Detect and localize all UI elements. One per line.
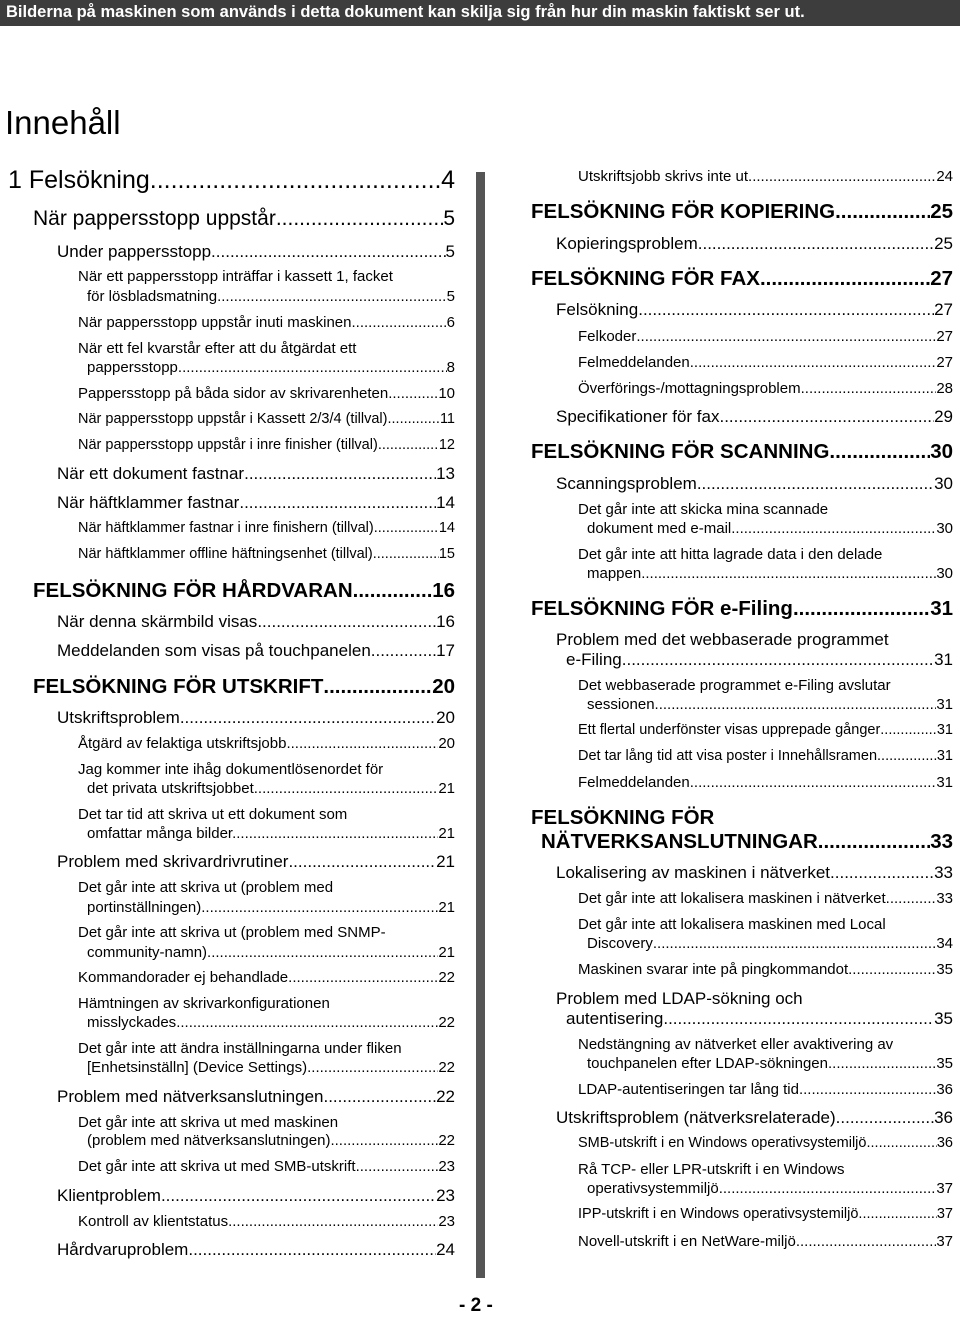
toc-entry[interactable]: (problem med nätverksanslutningen) ..... 22 — [87, 1132, 455, 1149]
toc-entry[interactable]: portinställningen) ..... 21 — [87, 899, 455, 916]
toc-entry[interactable]: mappen. ..... 30 — [587, 565, 953, 582]
toc-dot-leader — [201, 899, 438, 916]
toc-dot-leader — [217, 288, 447, 305]
toc-entry-line: Det går inte att skriva ut (problem med SNMP- — [78, 924, 386, 941]
toc-dot-leader — [655, 696, 937, 713]
toc-entry[interactable]: När ett dokument fastnar ..... 13 — [57, 464, 455, 484]
column-divider — [476, 172, 485, 1278]
toc-dot-leader — [818, 830, 930, 854]
toc-entry[interactable]: Meddelanden som visas på touchpanelen ..... 17 — [57, 641, 455, 661]
toc-dot-leader — [697, 474, 934, 494]
toc-entry[interactable]: När häftklammer fastnar i inre finishern (tillval) ..... 14 — [78, 520, 455, 536]
toc-dot-leader — [188, 1240, 436, 1260]
toc-dot-leader — [353, 579, 433, 603]
toc-entry[interactable]: FELSÖKNING FÖR SCANNING ..... 30 — [531, 440, 953, 464]
toc-entry[interactable]: Problem med skrivardrivrutiner ..... 21 — [57, 852, 455, 872]
toc-dot-leader — [663, 1009, 934, 1029]
toc-dot-leader — [307, 1059, 438, 1076]
toc-dot-leader — [835, 200, 930, 224]
toc-dot-leader — [793, 597, 930, 621]
toc-entry[interactable]: Det går inte att skriva ut med SMB-utskrift ..... 23 — [78, 1158, 455, 1175]
toc-entry[interactable]: det privata utskriftsjobbet ..... 21 — [87, 780, 455, 797]
toc-entry[interactable]: Hårdvaruproblem ..... 24 — [57, 1240, 455, 1260]
toc-entry[interactable]: Felsökning ..... 27 — [556, 300, 953, 320]
toc-entry-line: Problem med det webbaserade programmet — [556, 630, 889, 649]
toc-entry[interactable]: Kommandorader ej behandlade ..... 22 — [78, 969, 455, 986]
toc-dot-leader — [719, 407, 934, 427]
toc-entry[interactable]: Kopieringsproblem ..... 25 — [556, 234, 953, 254]
toc-dot-leader — [622, 650, 934, 670]
toc-dot-leader — [387, 411, 439, 427]
toc-entry[interactable]: När pappersstopp uppstår ..... 5 — [33, 207, 455, 231]
toc-dot-leader — [828, 1055, 936, 1072]
toc-entry[interactable]: Novell-utskrift i en NetWare-miljö ..... 37 — [578, 1233, 953, 1250]
toc-entry[interactable]: Åtgärd av felaktiga utskriftsjobb ..... 20 — [78, 735, 455, 752]
toc-dot-leader — [636, 328, 936, 345]
toc-dot-leader — [866, 1135, 936, 1151]
toc-entry[interactable]: Klientproblem ..... 23 — [57, 1186, 455, 1206]
toc-entry[interactable]: misslyckades ..... 22 — [87, 1014, 455, 1031]
toc-dot-leader — [276, 207, 444, 231]
toc-dot-leader — [760, 267, 930, 291]
toc-entry[interactable]: När häftklammer fastnar ..... 14 — [57, 493, 455, 513]
toc-dot-leader — [829, 440, 930, 464]
toc-entry[interactable]: När denna skärmbild visas ..... 16 — [57, 612, 455, 632]
toc-entry-line: Hämtningen av skrivarkonfigurationen — [78, 995, 330, 1012]
toc-entry-line: Nedstängning av nätverket eller avaktivering av — [578, 1036, 894, 1053]
toc-entry[interactable]: Felkoder ..... 27 — [578, 328, 953, 345]
toc-entry[interactable]: FELSÖKNING FÖR HÅRDVARAN ..... 16 — [33, 579, 455, 603]
toc-entry[interactable]: för lösbladsmatning ..... 5 — [87, 288, 455, 305]
toc-entry[interactable]: autentisering ..... 35 — [566, 1009, 953, 1029]
toc-entry[interactable]: Utskriftsproblem ..... 20 — [57, 708, 455, 728]
toc-dot-leader — [239, 493, 436, 513]
toc-entry-line: Problem med LDAP-sökning och — [556, 989, 803, 1008]
toc-dot-leader — [719, 1180, 937, 1197]
toc-entry[interactable]: IPP-utskrift i en Windows operativsystemiljö ..... 37 — [578, 1206, 953, 1222]
toc-entry[interactable]: operativsystemmiljö ..... 37 — [587, 1180, 953, 1197]
toc-dot-leader — [698, 234, 934, 254]
toc-entry[interactable]: FELSÖKNING FÖR e-Filing ..... 31 — [531, 597, 953, 621]
toc-entry[interactable]: Ett flertal underfönster visas upprepade gånger ..... 31 — [578, 722, 953, 738]
toc-dot-leader — [830, 863, 934, 883]
toc-entry[interactable]: Felmeddelanden ..... 27 — [578, 354, 953, 371]
toc-entry[interactable]: touchpanelen efter LDAP-sökningen ..... 35 — [587, 1055, 953, 1072]
toc-entry[interactable]: [Enhetsinställn] (Device Settings) ..... 22 — [87, 1059, 455, 1076]
toc-entry-line: När ett fel kvarstår efter att du åtgärdat ett — [78, 340, 357, 357]
toc-dot-leader — [180, 708, 436, 728]
toc-entry[interactable]: Utskriftsproblem (nätverksrelaterade) ..... 36 — [556, 1108, 953, 1128]
image-disclaimer-banner — [0, 0, 960, 26]
toc-dot-leader — [356, 1158, 439, 1175]
toc-entry[interactable]: Det tar lång tid att visa poster i Innehållsramen ..... 31 — [578, 748, 953, 764]
toc-dot-leader — [886, 890, 937, 907]
disclaimer-text: Bilderna på maskinen som används i detta dokument kan skilja sig från hur din maskin faktiskt ser ut. — [6, 3, 805, 21]
toc-entry-line: Det går inte att lokalisera maskinen med Local — [578, 916, 886, 933]
toc-entry-line: Det går inte att ändra inställningarna under fliken — [78, 1040, 402, 1057]
toc-entry-line: Det tar tid att skriva ut ett dokument som — [78, 806, 348, 823]
toc-dot-leader — [323, 1087, 436, 1107]
toc-dot-leader — [150, 166, 441, 195]
toc-dot-leader — [801, 380, 937, 397]
toc-dot-leader — [286, 735, 438, 752]
toc-entry[interactable]: dokument med e-mail ..... 30 — [587, 520, 953, 537]
toc-entry-line: När ett pappersstopp inträffar i kassett 1, facket — [78, 268, 393, 285]
toc-entry[interactable]: Problem med nätverksanslutningen ..... 22 — [57, 1087, 455, 1107]
page-number: - 2 - — [459, 1295, 493, 1316]
toc-dot-leader — [374, 520, 439, 536]
toc-dot-leader — [748, 168, 936, 185]
toc-dot-leader — [254, 780, 439, 797]
toc-dot-leader — [645, 565, 936, 582]
toc-dot-leader — [211, 242, 445, 262]
toc-dot-leader — [236, 825, 438, 842]
toc-entry[interactable]: Det går inte att lokalisera maskinen i nätverket ..... 33 — [578, 890, 953, 907]
toc-entry-line: Det går inte att skriva ut med maskinen — [78, 1114, 339, 1131]
toc-dot-leader — [877, 748, 937, 764]
toc-title: Innehåll — [5, 104, 121, 141]
toc-entry[interactable]: Specifikationer för fax ..... 29 — [556, 407, 953, 427]
toc-entry[interactable]: Lokalisering av maskinen i nätverket ..... 33 — [556, 863, 953, 883]
toc-dot-leader — [178, 359, 447, 376]
toc-dot-leader — [848, 961, 936, 978]
toc-entry[interactable]: När pappersstopp uppstår i inre finisher (tillval) ..... 12 — [78, 437, 455, 453]
toc-dot-leader — [653, 935, 936, 952]
toc-dot-leader — [796, 1233, 936, 1250]
toc-dot-leader — [388, 385, 438, 402]
toc-dot-leader — [288, 969, 438, 986]
toc-entry-line: Det går inte att skicka mina scannade — [578, 501, 829, 518]
toc-dot-leader — [323, 675, 432, 699]
toc-entry-line: Rå TCP- eller LPR-utskrift i en Windows — [578, 1161, 845, 1178]
toc-dot-leader — [858, 1206, 936, 1222]
toc-entry-line: Det webbaserade programmet e-Filing avslutar — [578, 677, 891, 694]
toc-dot-leader — [288, 852, 436, 872]
toc-entry[interactable]: Pappersstopp på båda sidor av skrivarenheten ..... 10 — [78, 385, 455, 402]
toc-dot-leader — [352, 314, 447, 331]
toc-entry[interactable]: Discovery ..... 34 — [587, 935, 953, 952]
toc-dot-leader — [690, 354, 937, 371]
toc-entry[interactable]: När häftklammer offline häftningsenhet (tillval) ..... 15 — [78, 546, 455, 562]
toc-entry[interactable]: FELSÖKNING FÖR UTSKRIFT ..... 20 — [33, 675, 455, 699]
toc-entry-line: Det går inte att skriva ut (problem med — [78, 879, 334, 896]
toc-dot-leader — [228, 1213, 438, 1230]
toc-entry[interactable]: pappersstopp ..... 8 — [87, 359, 455, 376]
toc-entry[interactable]: Överförings-/mottagningsproblem ..... 28 — [578, 380, 953, 397]
toc-entry[interactable]: Kontroll av klientstatus ..... 23 — [78, 1213, 455, 1230]
toc-dot-leader — [176, 1014, 438, 1031]
toc-entry[interactable]: Maskinen svarar inte på pingkommandot ..... 35 — [578, 961, 953, 978]
toc-dot-leader — [731, 520, 936, 537]
toc-entry[interactable]: e-Filing ..... 31 — [566, 650, 953, 670]
toc-entry[interactable]: sessionen ..... 31 — [587, 696, 953, 713]
toc-dot-leader — [378, 437, 439, 453]
toc-entry[interactable]: Scanningsproblem ..... 30 — [556, 474, 953, 494]
toc-dot-leader — [257, 612, 436, 632]
toc-dot-leader — [330, 1132, 438, 1149]
toc-dot-leader — [371, 641, 436, 661]
toc-entry[interactable]: FELSÖKNING FÖR FAX ..... 27 — [531, 267, 953, 291]
toc-dot-leader — [373, 546, 439, 562]
toc-entry[interactable]: Under pappersstopp ..... 5 — [57, 242, 455, 262]
toc-entry[interactable]: När pappersstopp uppstår i Kassett 2/3/4 (tillval) ..... 11 — [78, 411, 455, 427]
toc-dot-leader — [244, 464, 436, 484]
toc-dot-leader — [207, 944, 438, 961]
toc-dot-leader — [690, 774, 937, 791]
toc-entry[interactable]: LDAP-autentiseringen tar lång tid ..... 36 — [578, 1081, 953, 1098]
toc-entry[interactable]: NÄTVERKSANSLUTNINGAR ..... 33 — [541, 830, 953, 854]
toc-dot-leader — [638, 300, 934, 320]
toc-entry-line: FELSÖKNING FÖR — [531, 806, 715, 829]
toc-dot-leader — [836, 1108, 934, 1128]
toc-entry[interactable]: FELSÖKNING FÖR KOPIERING ..... 25 — [531, 200, 953, 224]
toc-entry[interactable]: SMB-utskrift i en Windows operativsystemiljö ..... 36 — [578, 1135, 953, 1151]
toc-dot-leader — [161, 1186, 436, 1206]
toc-entry[interactable]: Felmeddelanden ..... 31 — [578, 774, 953, 791]
toc-entry[interactable]: 1 Felsökning ..... 4 — [8, 166, 455, 195]
toc-entry-line: Det går inte att hitta lagrade data i den delade — [578, 546, 883, 563]
toc-dot-leader — [880, 722, 937, 738]
toc-entry-line: Jag kommer inte ihåg dokumentlösenordet för — [78, 761, 384, 778]
toc-entry[interactable]: omfattar många bilder. ..... 21 — [87, 825, 455, 842]
toc-dot-leader — [799, 1081, 936, 1098]
toc-entry[interactable]: När pappersstopp uppstår inuti maskinen ..... 6 — [78, 314, 455, 331]
toc-entry[interactable]: community-namn) ..... 21 — [87, 944, 455, 961]
toc-entry[interactable]: Utskriftsjobb skrivs inte ut ..... 24 — [578, 168, 953, 185]
